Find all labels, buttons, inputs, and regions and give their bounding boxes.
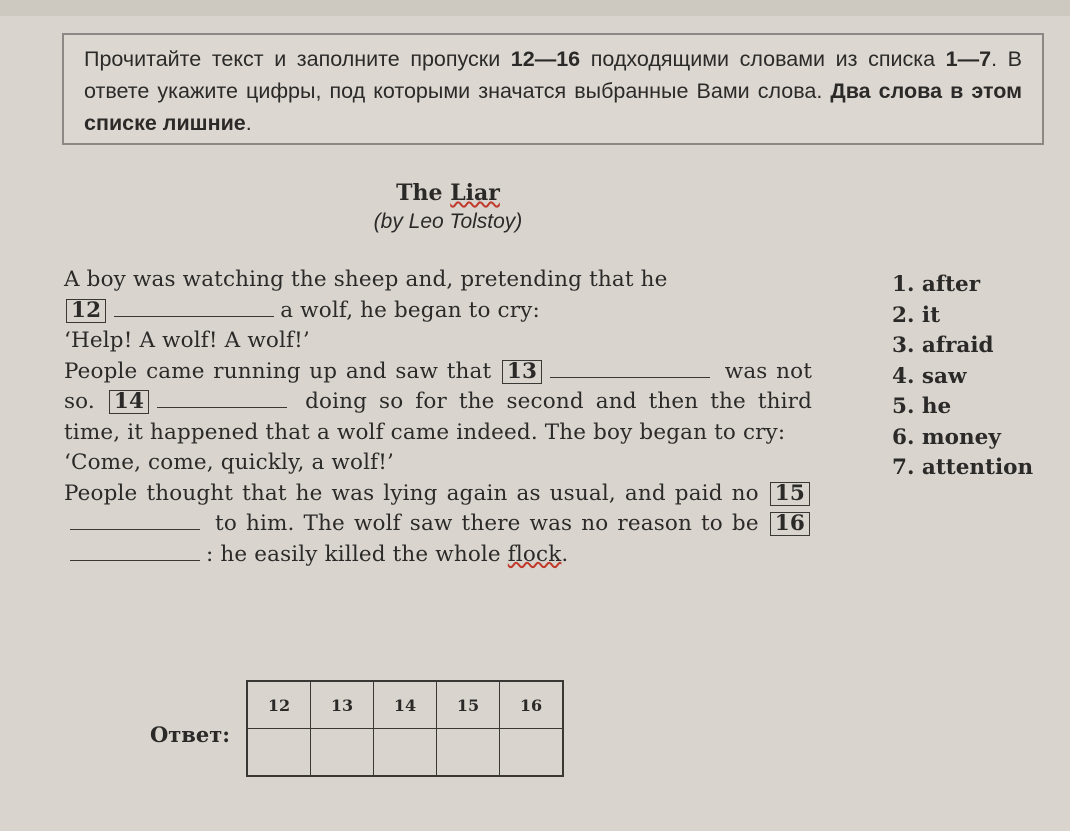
instruction-bold-note: Два слова в этом списке лишние (84, 79, 1022, 135)
answer-column-header: 13 (311, 681, 374, 729)
story-author: (by Leo Tolstoy) (373, 210, 523, 233)
gap-12-blank[interactable] (114, 296, 274, 317)
gap-15-number: 15 (770, 482, 810, 506)
answer-header-row (247, 681, 563, 729)
gap-14-blank[interactable] (157, 387, 287, 408)
answer-input-row (247, 729, 563, 777)
story-line-3: ‘Help! A wolf! A wolf!’ (64, 328, 310, 353)
word-list-item: 2. it (892, 302, 941, 328)
gap-12-number: 12 (66, 299, 106, 323)
instruction-end: . (245, 111, 252, 135)
story-line-8a: to him. The wolf saw there was no reason to be (215, 511, 759, 536)
answer-cell-14[interactable] (374, 729, 437, 777)
gap-13-blank[interactable] (550, 357, 710, 378)
instruction-text-2: подходящими словами из списка (580, 47, 946, 71)
paper-edge (0, 0, 1070, 16)
word-list (892, 270, 1033, 484)
story-line-2: a wolf, he began to cry: (280, 297, 540, 323)
instruction-text-1: Прочитайте текст и заполните пропуски (84, 47, 511, 71)
answer-column-header: 12 (247, 681, 311, 729)
gap-13-number: 13 (502, 360, 542, 384)
story-line-5b: doing so for the second and then the third time, it happened that a wolf came indeed. The boy began to cry: (64, 389, 813, 445)
answer-cell-12[interactable] (247, 729, 311, 777)
answer-label: Ответ: (150, 722, 231, 747)
answer-cell-15[interactable] (437, 729, 500, 777)
answer-table (246, 680, 564, 777)
answer-cell-13[interactable] (311, 729, 374, 777)
story-title (0, 180, 896, 206)
story-line-7: People thought that he was lying again as usual, and paid no (64, 480, 759, 506)
instruction-text-3: . В ответе укажите цифры, под которыми значатся выбранные Вами слова. (84, 47, 1022, 103)
word-list-item: 7. attention (892, 455, 1034, 480)
word-flock: flock (507, 541, 562, 567)
answer-cell-16[interactable] (500, 729, 564, 777)
story-line-4: People came running up and saw that (64, 358, 492, 384)
word-list-item: 3. afraid (892, 333, 994, 358)
instruction-box (62, 33, 1044, 145)
story-line-5a: was not so. (64, 358, 812, 414)
gap-16-blank[interactable] (70, 540, 200, 561)
answer-column-header: 15 (437, 681, 500, 729)
answer-column-header: 16 (500, 681, 564, 729)
gap-14-number: 14 (109, 390, 149, 414)
word-list-item: 1. after (892, 272, 981, 297)
story-text (64, 265, 812, 570)
instruction-gap-range: 12—16 (510, 47, 581, 71)
story-period: . (561, 541, 569, 567)
word-list-item: 5. he (892, 394, 952, 419)
title-the: The (396, 180, 443, 206)
gap-15-blank[interactable] (70, 509, 200, 530)
answer-column-header: 14 (374, 681, 437, 729)
story-line-8b: : he easily killed the whole (206, 541, 501, 567)
gap-16-number: 16 (770, 512, 810, 536)
title-liar: Liar (450, 180, 500, 206)
word-list-item: 4. saw (892, 363, 967, 389)
instruction-list-range: 1—7 (945, 47, 992, 71)
story-line-1: A boy was watching the sheep and, pretending that he (64, 267, 668, 292)
story-line-6: ‘Come, come, quickly, a wolf!’ (64, 450, 394, 475)
word-list-item: 6. money (892, 424, 1001, 450)
